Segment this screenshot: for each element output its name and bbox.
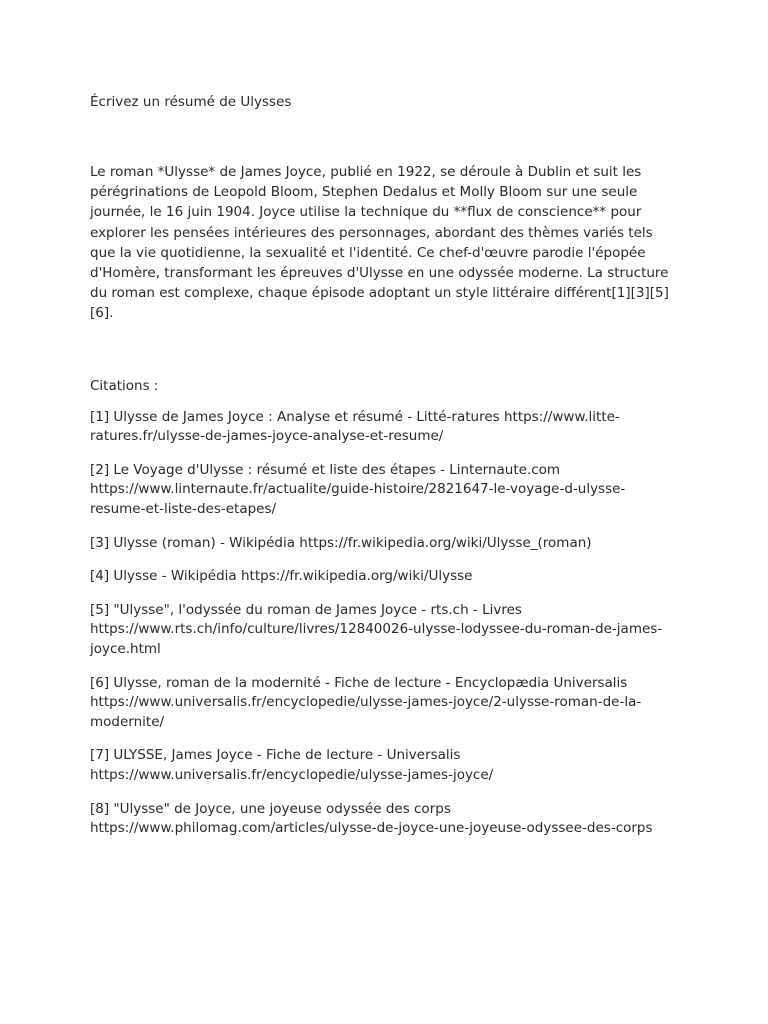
citations-list [90, 408, 690, 839]
citations-heading: Citations : [90, 377, 159, 394]
citation-item-5: [5] "Ulysse", l'odyssée du roman de James Joyce - rts.ch - Livres https://www.rts.ch/info/culture/livres/12840026-ulysse-lodyssee-du-roman-de-james-joyce.html [90, 601, 663, 657]
prompt-text: Écrivez un résumé de Ulysses [90, 94, 292, 110]
document-content [90, 92, 690, 839]
citation-item-6: [6] Ulysse, roman de la modernité - Fiche de lecture - Encyclopædia Universalis https://www.universalis.fr/encyclopedie/ulysse-james-joyce/2-ulysse-roman-de-la-modernite/ [90, 674, 642, 730]
citation-item-7: [7] ULYSSE, James Joyce - Fiche de lecture - Universalis https://www.universalis.fr/encyclopedie/ulysse-james-joyce/ [90, 747, 494, 783]
citation-item-4: [4] Ulysse - Wikipédia https://fr.wikipedia.org/wiki/Ulysse [90, 568, 473, 585]
citation-item-2: [2] Le Voyage d'Ulysse : résumé et liste des étapes - Linternaute.com https://www.linternaute.fr/actualite/guide-histoire/2821647-le-voyage-d-ulysse-resume-et-liste-des-etapes/ [90, 461, 626, 517]
citation-item-3: [3] Ulysse (roman) - Wikipédia https://fr.wikipedia.org/wiki/Ulysse_(roman) [90, 534, 592, 551]
citation-item-8: [8] "Ulysse" de Joyce, une joyeuse odyssée des corps https://www.philomag.com/articles/ulysse-de-joyce-une-joyeuse-odyssee-des-corps [90, 800, 653, 837]
citation-item-1: [1] Ulysse de James Joyce : Analyse et résumé - Litté-ratures https://www.litte-ratures.fr/ulysse-de-james-joyce-analyse-et-resume/ [90, 408, 620, 445]
summary-paragraph: Le roman *Ulysse* de James Joyce, publié en 1922, se déroule à Dublin et suit les pérégrinations de Leopold Bloom, Stephen Dedalus et Molly Bloom sur une seule journée, le 16 juin 1904. Joyce utilise la technique du **flux de conscience** pour explorer les pensées intérieures des personnages, abordant des thèmes variés tels que la vie quotidienne, la sexualité et l'identité. Ce chef-d'œuvre parodie l'épopée d'Homère, transformant les épreuves d'Ulysse en une odyssée moderne. La structure du roman est complexe, chaque épisode adoptant un style littéraire différent[1][3][5][6]. [90, 164, 669, 322]
